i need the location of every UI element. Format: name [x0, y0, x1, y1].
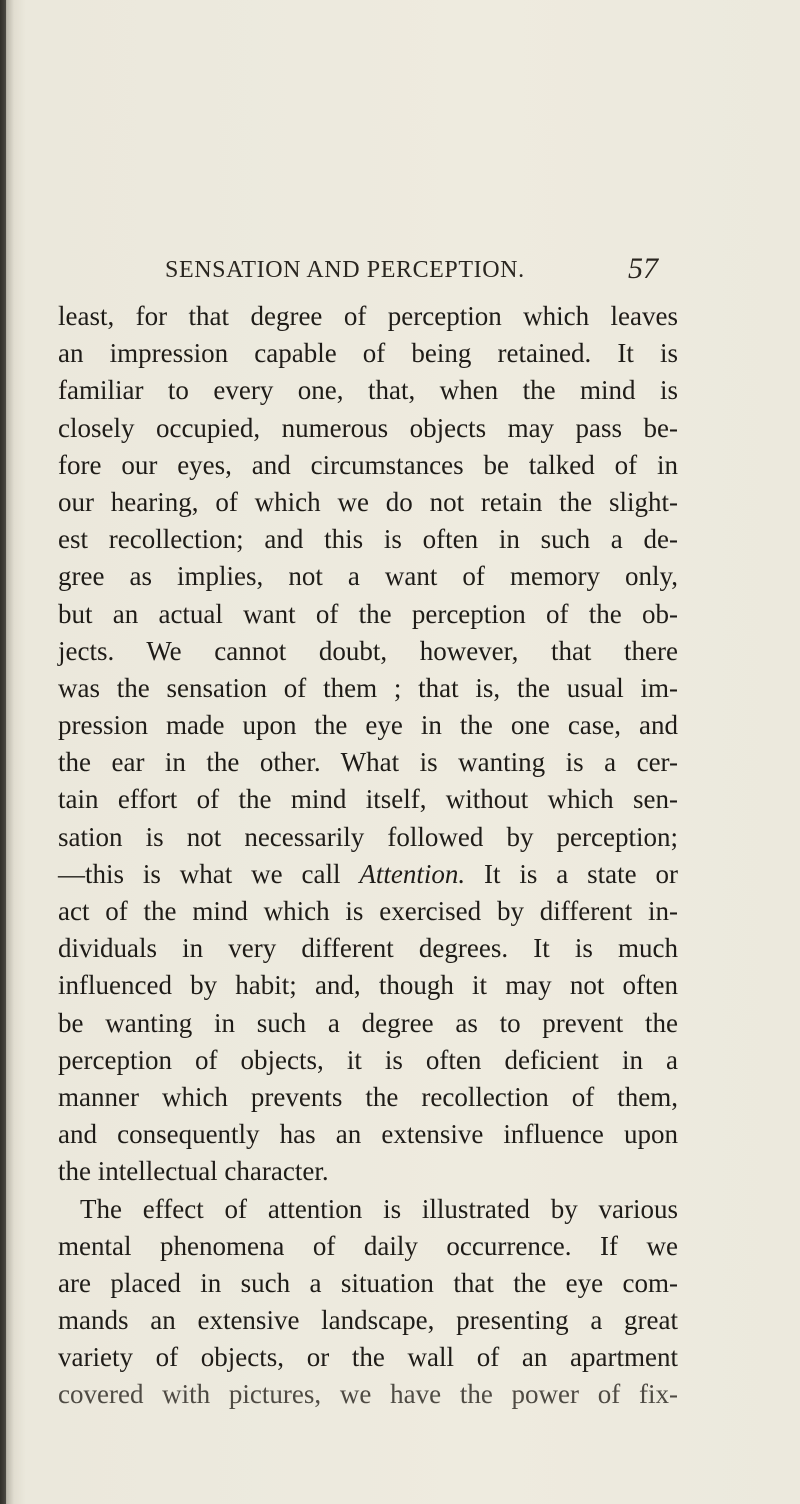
text-line: and consequently has an extensive influence upon [58, 1119, 678, 1150]
text-line: the intellectual character. [58, 1156, 329, 1187]
text-line: tain effort of the mind itself, without which sen- [58, 784, 678, 815]
text-line: our hearing, of which we do not retain the slight- [58, 486, 678, 517]
text-line-paragraph-start: The effect of attention is illustrated by various [80, 1193, 678, 1224]
text-line: closely occupied, numerous objects may pass be- [58, 412, 678, 443]
text-line: fore our eyes, and circumstances be talked of in [58, 449, 678, 480]
text-line: pression made upon the eye in the one case, and [58, 710, 678, 741]
text-line: but an actual want of the perception of the ob- [58, 598, 678, 629]
text-line: an impression capable of being retained. It is [58, 338, 678, 369]
text-line: act of the mind which is exercised by different in- [58, 896, 678, 926]
italic-term-attention: Attention. [359, 858, 466, 889]
text-line: sation is not necessarily followed by perception; [58, 821, 678, 852]
text-line: was the sensation of them ; that is, the usual im- [58, 672, 678, 703]
text-line: are placed in such a situation that the eye com- [58, 1267, 678, 1298]
text-line: familiar to every one, that, when the mind is [58, 375, 678, 406]
text-line: perception of objects, it is often deficient in a [58, 1044, 678, 1075]
text-line-tail: It is a state or [465, 858, 678, 889]
page-number: 57 [628, 252, 658, 285]
text-line: est recollection; and this is often in such a de- [58, 524, 678, 555]
text-line: variety of objects, or the wall of an apartment [58, 1342, 678, 1373]
text-line: gree as implies, not a want of memory only, [58, 561, 678, 592]
text-line-lead: —this is what we call [58, 858, 360, 889]
body-text [58, 298, 678, 1414]
running-head: SENSATION AND PERCEPTION. [165, 257, 525, 283]
text-line: dividuals in very different degrees. It is much [58, 933, 678, 964]
text-line: least, for that degree of perception which leaves [58, 301, 678, 331]
text-line-attention [58, 856, 678, 893]
text-line: the ear in the other. What is wanting is a cer- [58, 747, 678, 778]
text-line: covered with pictures, we have the power of fix- [58, 1379, 678, 1410]
text-line: manner which prevents the recollection of them, [58, 1081, 678, 1112]
text-line: jects. We cannot doubt, however, that there [58, 635, 678, 666]
text-line: mental phenomena of daily occurrence. If we [58, 1230, 678, 1261]
binding-gutter-shadow [0, 0, 6, 1504]
text-line: mands an extensive landscape, presenting a great [58, 1305, 678, 1336]
text-line: influenced by habit; and, though it may not often [58, 970, 678, 1001]
text-line: be wanting in such a degree as to prevent the [58, 1007, 678, 1038]
